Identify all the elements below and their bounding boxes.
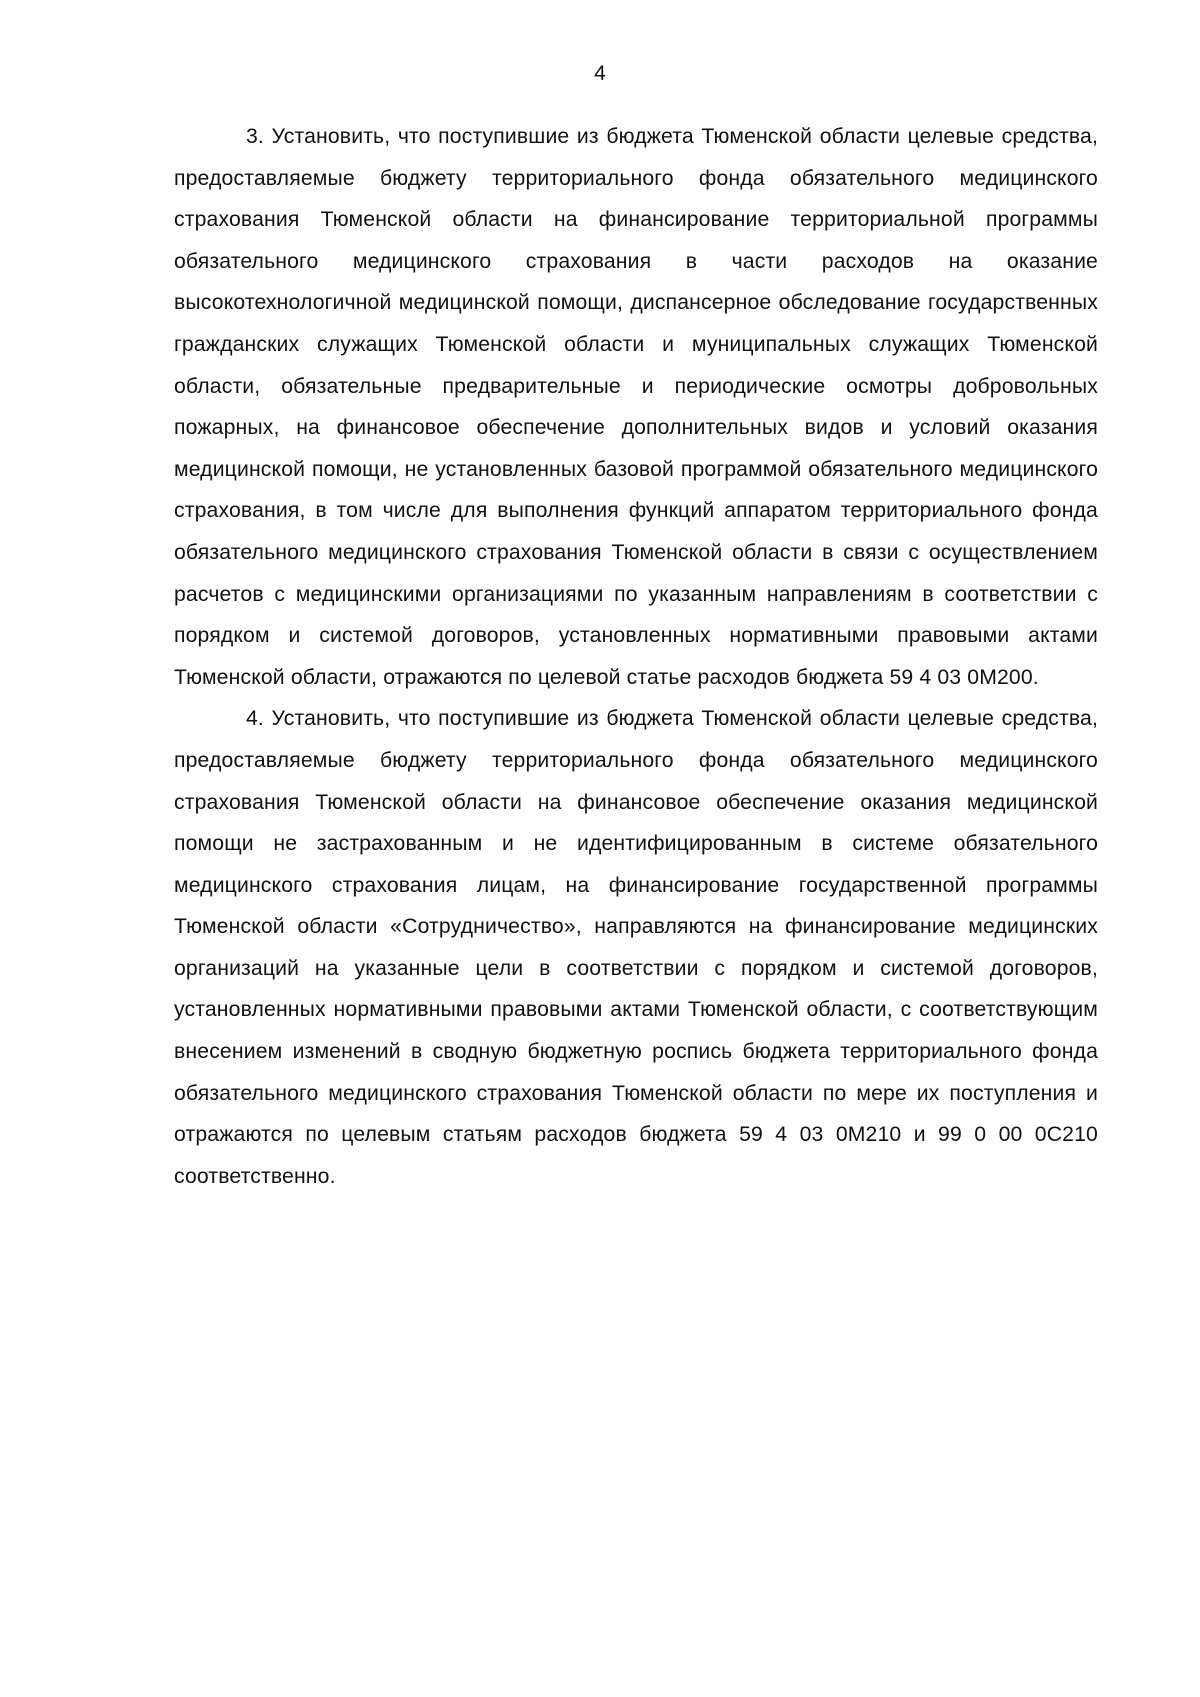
page-number: 4 [594,62,606,85]
paragraph-4: 4. Установить, что поступившие из бюджета Тюменской области целевые средства, предоставляемые бюджету территориального фонда обязательного медицинского страхования Тюменской области на финансовое обеспечение оказания медицинской помощи не застрахованным и не идентифицированным в системе обязательного медицинского страхования лицам, на финансирование государственной программы Тюменской области «Сотрудничество», направляются на финансирование медицинских организаций на указанные цели в соответствии с порядком и системой договоров, установленных нормативными правовыми актами Тюменской области, с соответствующим внесением изменений в сводную бюджетную роспись бюджета территориального фонда обязательного медицинского страхования Тюменской области по мере их поступления и отражаются по целевым статьям расходов бюджета 59 4 03 0М210 и 99 0 00 0С210 соответственно. [174,707,1098,1188]
document-body [174,116,1098,1197]
paragraph-3: 3. Установить, что поступившие из бюджета Тюменской области целевые средства, предоставляемые бюджету территориального фонда обязательного медицинского страхования Тюменской области на финансирование территориальной программы обязательного медицинского страхования в части расходов на оказание высокотехнологичной медицинской помощи, диспансерное обследование государственных гражданских служащих Тюменской области и муниципальных служащих Тюменской области, обязательные предварительные и периодические осмотры добровольных пожарных, на финансовое обеспечение дополнительных видов и условий оказания медицинской помощи, не установленных базовой программой обязательного медицинского страхования, в том числе для выполнения функций аппаратом территориального фонда обязательного медицинского страхования Тюменской области в связи с осуществлением расчетов с медицинскими организациями по указанным направлениям в соответствии с порядком и системой договоров, установленных нормативными правовыми актами Тюменской области, отражаются по целевой статье расходов бюджета 59 4 03 0М200. [174,125,1098,689]
